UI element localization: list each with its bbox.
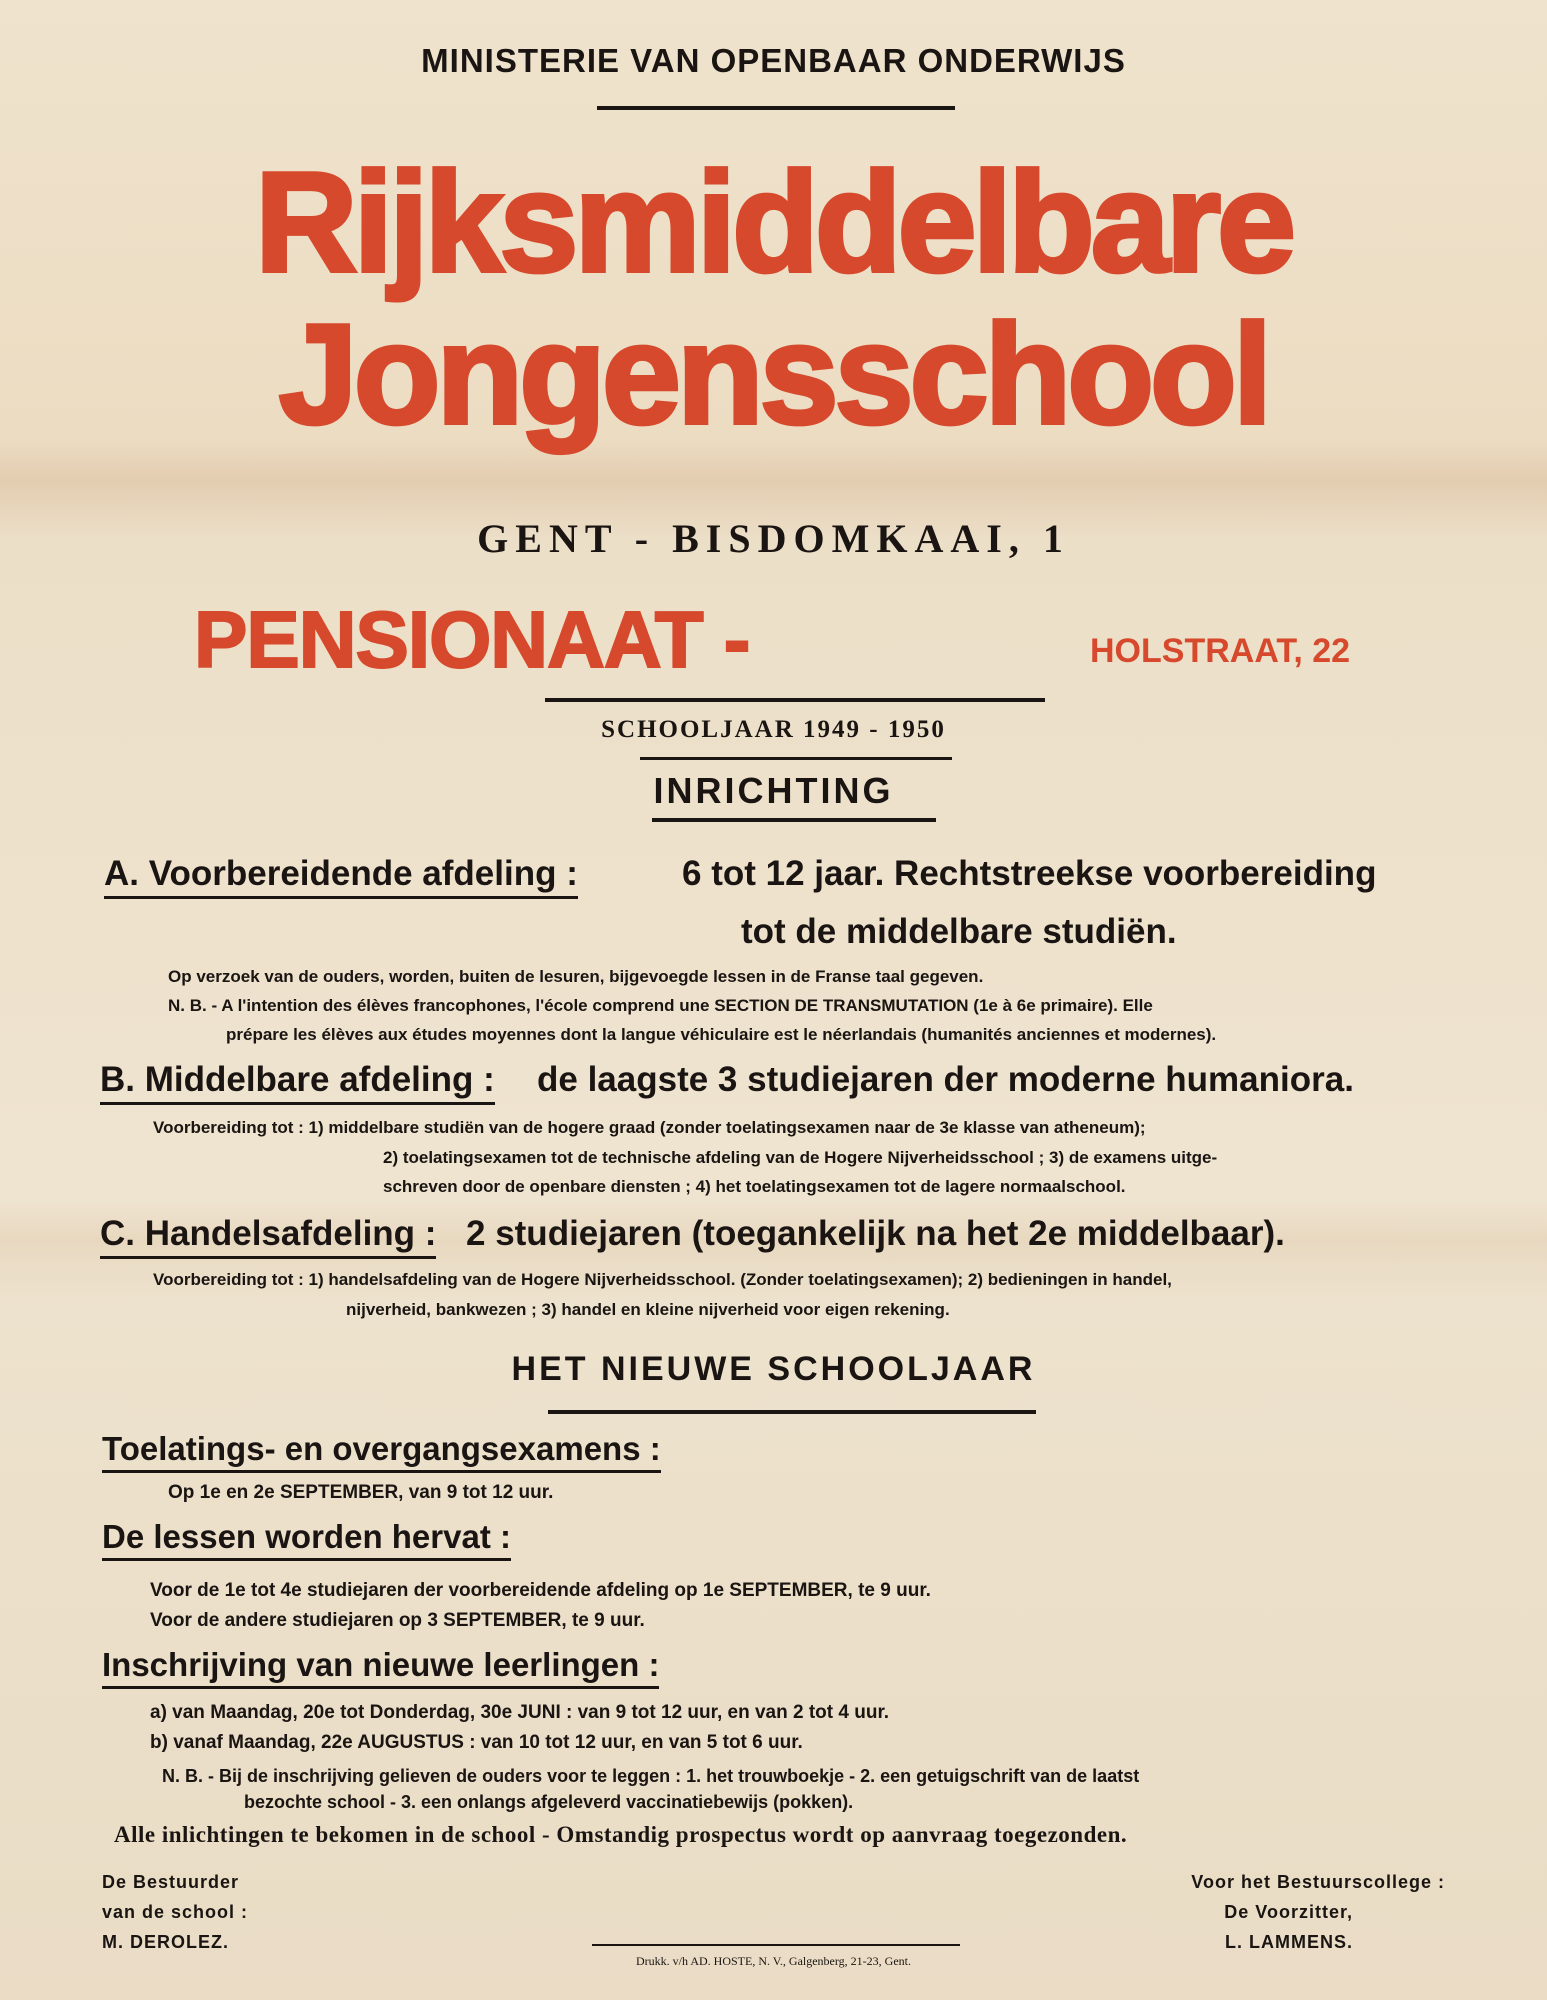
info-line: Alle inlichtingen te bekomen in de school - Omstandig prospectus wordt op aanvraag toegezonden. [114,1822,1128,1847]
section-b-note: 2) toelatingsexamen tot de technische afdeling van de Hogere Nijverheidsschool ; 3) de examens uitge- [383,1148,1218,1167]
title-line-1: Rijksmiddelbare [255,143,1292,302]
lessons-text: Voor de 1e tot 4e studiejaren der voorbereidende afdeling op 1e SEPTEMBER, te 9 uur. [150,1580,931,1601]
divider [652,818,936,822]
enroll-note: N. B. - Bij de inschrijving gelieven de ouders voor te leggen : 1. het trouwboekje - 2. een getuigschrift van de laatst [162,1766,1140,1786]
enroll-b: b) vanaf Maandag, 22e AUGUSTUS : van 10 tot 12 uur, en van 5 tot 6 uur. [150,1732,803,1753]
signature-right-name: L. LAMMENS. [1225,1932,1353,1952]
section-a-text: 6 tot 12 jaar. Rechtstreekse voorbereiding [682,854,1377,893]
enroll-a: a) van Maandag, 20e tot Donderdag, 30e JUNI : van 9 tot 12 uur, en van 2 tot 4 uur. [150,1702,890,1723]
section-a-label: A. Voorbereidende afdeling : [104,854,578,899]
section-c-label: C. Handelsafdeling : [100,1214,436,1259]
address: GENT - BISDOMKAAI, 1 [477,516,1070,561]
printer-line: Drukk. v/h AD. HOSTE, N. V., Galgenberg, 21-23, Gent. [636,1954,911,1968]
divider [640,757,952,760]
divider [545,698,1045,702]
title-line-2: Jongensschool [278,295,1269,454]
section-a-note: prépare les élèves aux études moyennes dont la langue véhiculaire est le néerlandais (humanités anciennes et modernes). [226,1025,1217,1044]
section-c-text: 2 studiejaren (toegankelijk na het 2e middelbaar). [466,1214,1285,1253]
lessons-text-2: Voor de andere studiejaren op 3 SEPTEMBER, te 9 uur. [150,1610,645,1631]
signature-left [102,1867,248,1957]
pension-title: PENSIONAAT - [194,595,750,684]
ministry-heading: MINISTERIE VAN OPENBAAR ONDERWIJS [421,42,1126,79]
signature-left-line: van de school : [102,1902,249,1922]
school-year: SCHOOLJAAR 1949 - 1950 [601,716,946,743]
exam-label: Toelatings- en overgangsexamens : [102,1430,661,1473]
signature-right-line: Voor het Bestuurscollege : [1191,1872,1445,1892]
signature-right-line: De Voorzitter, [1224,1902,1353,1922]
new-year-heading: HET NIEUWE SCHOOLJAAR [511,1350,1036,1388]
divider [597,106,955,110]
pension-address: HOLSTRAAT, 22 [1090,632,1351,670]
divider [548,1410,1036,1414]
enroll-label: Inschrijving van nieuwe leerlingen : [102,1646,659,1689]
signature-left-name: M. DEROLEZ. [102,1932,229,1952]
signature-left-line: De Bestuurder [102,1872,240,1892]
section-a-text-2: tot de middelbare studiën. [741,912,1177,951]
inrichting-heading: INRICHTING [653,770,894,811]
divider [592,1944,960,1946]
section-b-note: Voorbereiding tot : 1) middelbare studiën van de hogere graad (zonder toelatingsexamen naar de 3e klasse van atheneum); [153,1118,1146,1137]
signature-right [1191,1867,1445,1957]
section-c-note: nijverheid, bankwezen ; 3) handel en kleine nijverheid voor eigen rekening. [346,1300,950,1319]
exam-text: Op 1e en 2e SEPTEMBER, van 9 tot 12 uur. [168,1482,554,1503]
section-b-text: de laagste 3 studiejaren der moderne humaniora. [537,1060,1354,1099]
section-b-label: B. Middelbare afdeling : [100,1060,495,1105]
section-c-note: Voorbereiding tot : 1) handelsafdeling van de Hogere Nijverheidsschool. (Zonder toelatingsexamen); 2) bedieningen in handel, [153,1270,1172,1289]
section-a-note: Op verzoek van de ouders, worden, buiten de lesuren, bijgevoegde lessen in de Franse taal gegeven. [168,967,984,986]
lessons-label: De lessen worden hervat : [102,1518,511,1561]
enroll-note-2: bezochte school - 3. een onlangs afgeleverd vaccinatiebewijs (pokken). [244,1792,854,1812]
section-a-note: N. B. - A l'intention des élèves francophones, l'école comprend une SECTION DE TRANSMUTATION (1e à 6e primaire). Elle [168,996,1153,1015]
section-b-note: schreven door de openbare diensten ; 4) het toelatingsexamen tot de lagere normaalschool. [383,1177,1126,1196]
